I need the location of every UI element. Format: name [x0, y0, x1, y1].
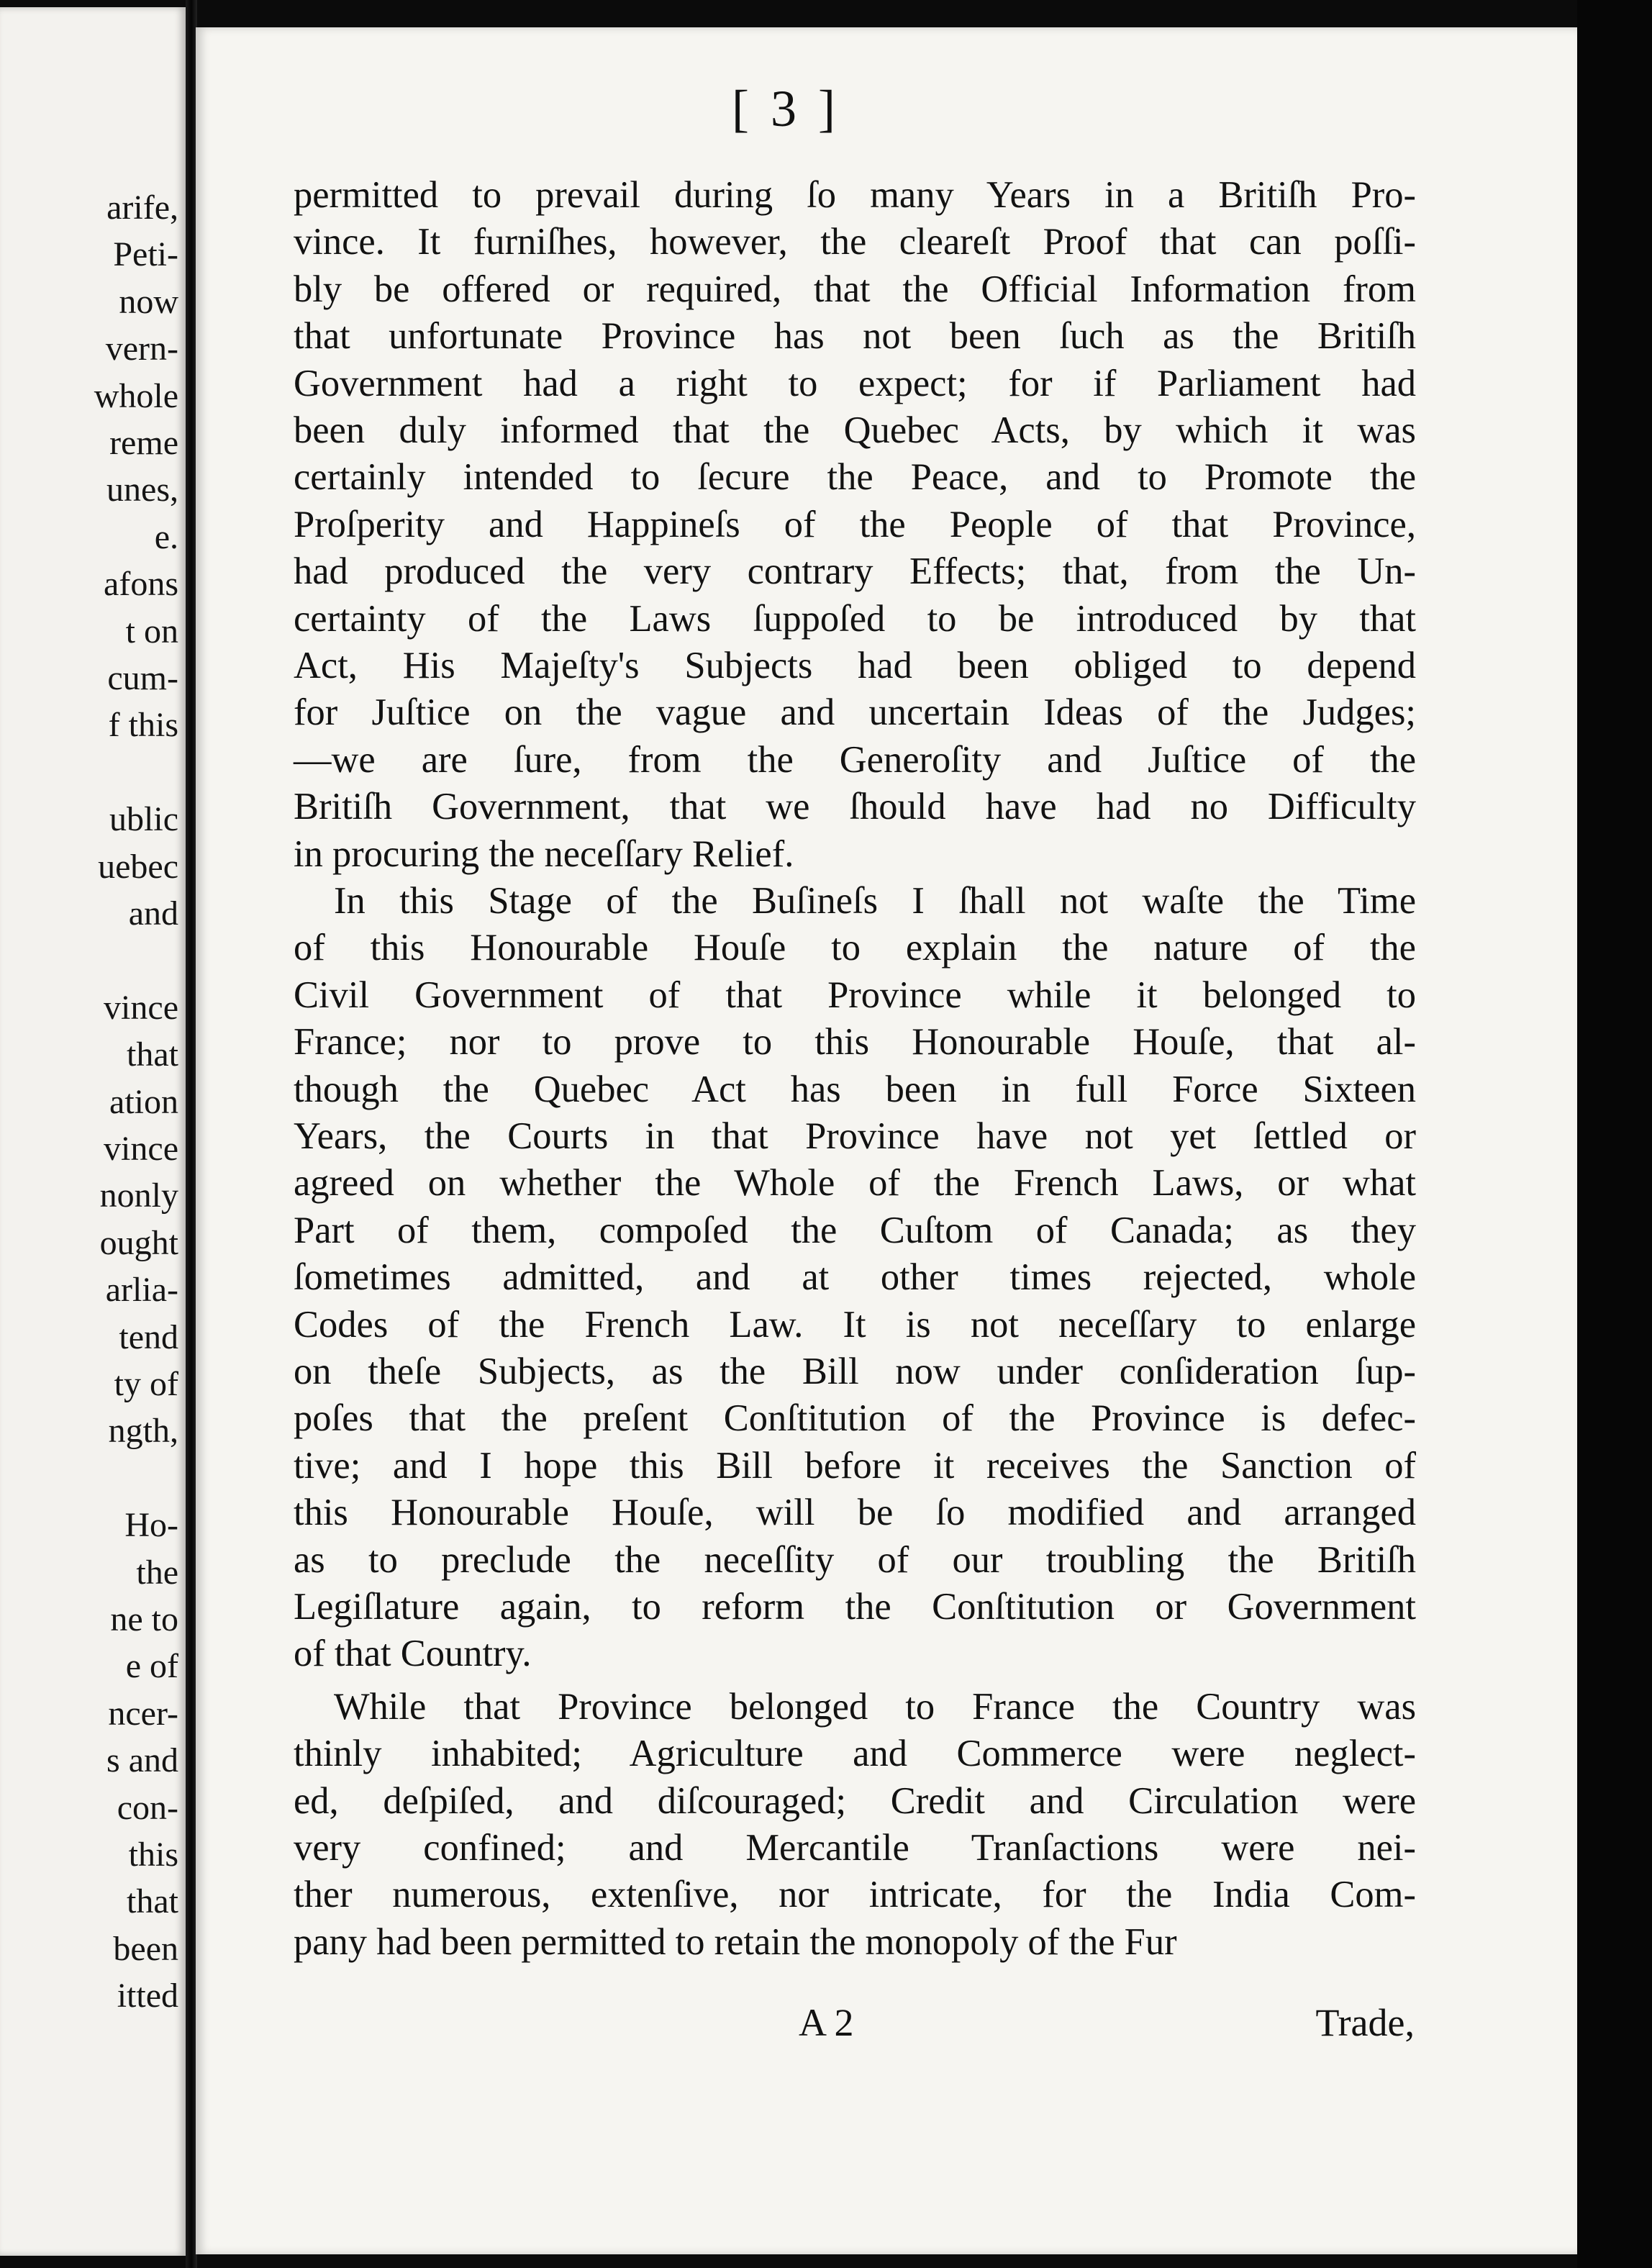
- text-line: Act, His Majeſty's Subjects had been obliged to depend: [294, 645, 1416, 686]
- previous-page-text-fragment: unes,: [106, 471, 178, 509]
- previous-page-text-fragment: ncer-: [108, 1694, 178, 1733]
- text-line: Part of them, compoſed the Cuſtom of Canada; as they: [294, 1209, 1416, 1251]
- text-line: certainty of the Laws ſuppoſed to be introduced by that: [294, 597, 1416, 640]
- text-line: bly be offered or required, that the Official Information from: [294, 268, 1416, 310]
- text-line: in procuring the neceſſary Relief.: [294, 833, 794, 875]
- previous-page-text-fragment: ngth,: [108, 1412, 178, 1451]
- previous-page-text-fragment: afons: [104, 565, 178, 604]
- text-line: very confined; and Mercantile Tranſactions were nei-: [294, 1827, 1416, 1869]
- previous-page-text-fragment: uebec: [98, 847, 178, 886]
- previous-page-text-fragment: nonly: [99, 1176, 178, 1215]
- previous-page-text-fragment: ty of: [114, 1365, 178, 1403]
- text-line: ſometimes admitted, and at other times rejected, whole: [294, 1256, 1416, 1299]
- text-line: Government had a right to expect; for if Parliament had: [294, 362, 1416, 404]
- previous-page-text-fragment: e.: [154, 517, 178, 556]
- previous-page-text-fragment: reme: [109, 424, 178, 462]
- scan-background: [1577, 0, 1652, 2268]
- text-line: ther numerous, extenſive, nor intricate, for the India Com-: [294, 1874, 1416, 1916]
- text-line: as to preclude the neceſſity of our troubling the Britiſh: [294, 1538, 1416, 1581]
- text-line: for Juſtice on the vague and uncertain Ideas of the Judges;: [294, 691, 1416, 734]
- text-line: pany had been permitted to retain the monopoly of the Fur: [294, 1920, 1177, 1963]
- text-line: though the Quebec Act has been in full Force Sixteen: [294, 1068, 1416, 1110]
- previous-page-text-fragment: ought: [99, 1223, 178, 1262]
- previous-page-text-fragment: cum-: [107, 659, 178, 697]
- catchword: Trade,: [1315, 2001, 1415, 2044]
- text-line: certainly intended to ſecure the Peace, and to Promote the: [294, 456, 1416, 499]
- text-line: permitted to prevail during ſo many Years in a Britiſh Pro-: [294, 174, 1416, 216]
- previous-page-text-fragment: ne to: [110, 1600, 178, 1638]
- previous-page-text-fragment: Ho-: [124, 1506, 178, 1545]
- text-line: thinly inhabited; Agriculture and Commerce were neglect-: [294, 1733, 1416, 1775]
- previous-page-text-fragment: and: [128, 894, 178, 933]
- text-line: ed, deſpiſed, and diſcouraged; Credit and Circulation were: [294, 1779, 1416, 1822]
- previous-page-text-fragment: e of: [125, 1647, 178, 1686]
- previous-page-text-fragment: this: [128, 1836, 178, 1874]
- text-line: Civil Government of that Province while it belonged to: [294, 974, 1416, 1016]
- text-line: —we are ſure, from the Generoſity and Juſtice of the: [294, 738, 1416, 781]
- page-number: [ 3 ]: [732, 80, 840, 137]
- previous-page-text-fragment: con-: [117, 1788, 178, 1827]
- previous-page-text-fragment: t on: [125, 612, 178, 650]
- previous-page-text-fragment: vince: [104, 988, 178, 1027]
- text-line: Codes of the French Law. It is not neceſſary to enlarge: [294, 1303, 1416, 1346]
- previous-page-text-fragment: s and: [106, 1741, 178, 1780]
- text-line: been duly informed that the Quebec Acts, by which it was: [294, 409, 1416, 451]
- previous-page-text-fragment: f this: [108, 706, 178, 745]
- previous-page-text-fragment: vern-: [105, 330, 178, 368]
- text-line: vince. It furniſhes, however, the cleareſt Proof that can poſſi-: [294, 221, 1416, 263]
- text-line: agreed on whether the Whole of the French Laws, or what: [294, 1162, 1416, 1205]
- previous-page-edge: [0, 7, 186, 2256]
- previous-page-text-fragment: that: [127, 1882, 178, 1921]
- document-page: [196, 27, 1577, 2254]
- text-line: Legiſlature again, to reform the Conſtitution or Government: [294, 1586, 1416, 1628]
- text-line: Britiſh Government, that we ſhould have had no Difficulty: [294, 786, 1416, 828]
- previous-page-text-fragment: now: [119, 282, 178, 321]
- text-line: had produced the very contrary Effects; that, from the Un-: [294, 550, 1416, 593]
- previous-page-text-fragment: Peti-: [113, 235, 178, 274]
- previous-page-text-fragment: ation: [109, 1082, 178, 1121]
- previous-page-text-fragment: ublic: [109, 800, 178, 839]
- text-line: Years, the Courts in that Province have not yet ſettled or: [294, 1115, 1416, 1157]
- previous-page-text-fragment: itted: [117, 1977, 178, 2015]
- text-line: In this Stage of the Buſineſs I ſhall not waſte the Time: [334, 880, 1416, 922]
- previous-page-text-fragment: the: [136, 1553, 178, 1592]
- text-line: that unfortunate Province has not been ſuch as the Britiſh: [294, 315, 1416, 358]
- previous-page-text-fragment: arlia-: [105, 1271, 178, 1310]
- text-line: this Honourable Houſe, will be ſo modified and arranged: [294, 1492, 1416, 1534]
- previous-page-text-fragment: been: [113, 1929, 178, 1968]
- previous-page-text-fragment: arife,: [106, 189, 178, 227]
- previous-page-text-fragment: that: [127, 1035, 178, 1074]
- text-line: poſes that the preſent Conſtitution of the Province is defec-: [294, 1397, 1416, 1440]
- text-line: Proſperity and Happineſs of the People of that Province,: [294, 503, 1416, 545]
- text-line: on theſe Subjects, as the Bill now under conſideration ſup-: [294, 1351, 1416, 1392]
- text-line: France; nor to prove to this Honourable Houſe, that al-: [294, 1021, 1416, 1063]
- text-line: of this Honourable Houſe to explain the nature of the: [294, 927, 1416, 969]
- previous-page-text-fragment: tend: [119, 1317, 178, 1356]
- text-line: of that Country.: [294, 1633, 532, 1675]
- text-line: While that Province belonged to France the Country was: [334, 1685, 1416, 1728]
- previous-page-text-fragment: whole: [94, 376, 178, 415]
- previous-page-text-fragment: vince: [104, 1130, 178, 1168]
- text-line: tive; and I hope this Bill before it receives the Sanction of: [294, 1444, 1416, 1487]
- signature-mark: A 2: [799, 2001, 854, 2044]
